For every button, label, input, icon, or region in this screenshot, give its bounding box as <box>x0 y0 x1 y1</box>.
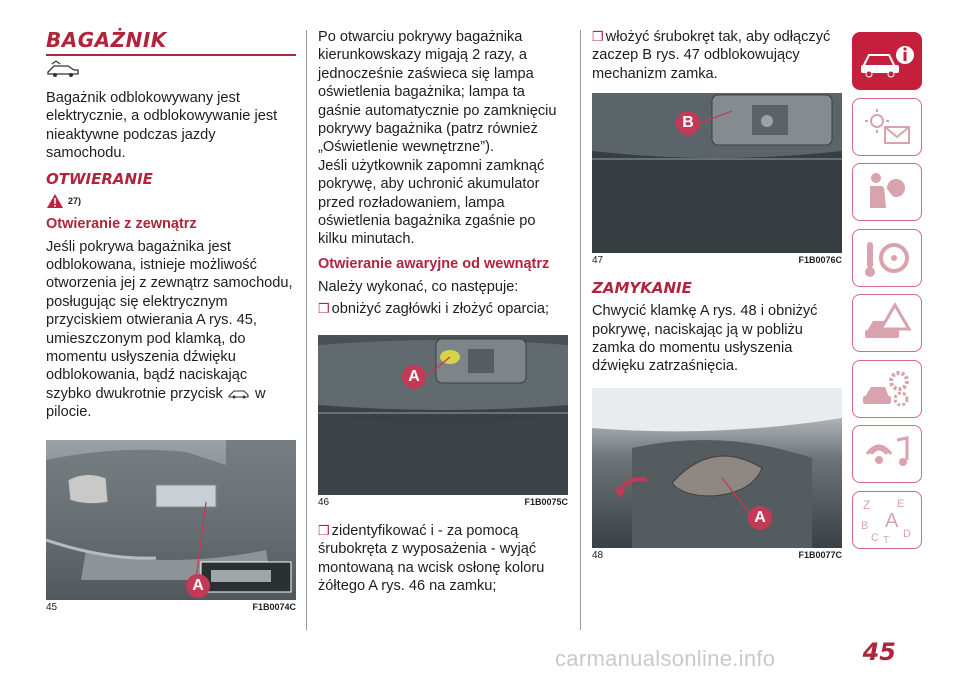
subheading-emergency: Otwieranie awaryjne od wewnątrz <box>318 255 550 272</box>
watermark: carmanualsonline.info <box>555 646 776 671</box>
column-divider-1 <box>306 30 307 630</box>
figure-46 <box>318 335 568 508</box>
title-divider <box>46 54 296 56</box>
tab-safety[interactable] <box>852 163 922 221</box>
page-title: BAGAŻNIK <box>46 28 167 52</box>
tab-index[interactable] <box>852 491 922 549</box>
para-2: Jeśli użytkownik zapomni zamknąć pokrywę, aby uchronić akumulator przed rozładowaniem, lampa oświetlenia bagażnika zgaśnie po kilku minutach. <box>318 157 545 248</box>
chapter-tabs <box>852 32 922 556</box>
figure-48-image <box>592 388 842 548</box>
figure-45-image <box>46 440 296 600</box>
tab-maintenance[interactable] <box>852 360 922 418</box>
intro-text: Bagażnik odblokowywany jest elektrycznie, a odblokowywanie jest nieaktywne podczas jazdy samochodu. <box>46 90 278 162</box>
index-icon <box>857 495 917 545</box>
warning-ref: 27) <box>68 195 82 206</box>
car-warning-triangle-icon <box>861 301 913 345</box>
para-3: Należy wykonać, co następuje: <box>318 278 519 295</box>
multimedia-icon <box>861 432 913 476</box>
figure-47-image <box>592 93 842 253</box>
remote-key-icon <box>227 387 251 399</box>
index-letter: Z <box>863 497 871 512</box>
lights-warning-icon <box>861 107 913 147</box>
step-2: ❒ zidentyfikować i - za pomocą śrubokręta z wyposażenia - wyjąć montowaną na wcisk osłonę koloru żółtego A rys. 46 na zamku; <box>318 522 545 594</box>
step-3: ❒ włożyć śrubokręt tak, aby odłączyć zaczep B rys. 47 odblokowujący mechanizm zamka. <box>592 29 831 82</box>
index-letter: D <box>903 527 911 540</box>
section-heading-opening: OTWIERANIE <box>46 169 153 188</box>
figure-47 <box>592 93 842 266</box>
figure-48 <box>592 388 842 561</box>
callout-a-fig45: A <box>186 574 210 598</box>
tab-multimedia[interactable] <box>852 425 922 483</box>
figure-48-caption: 48 F1B0077C <box>592 549 842 561</box>
tab-car-info[interactable] <box>852 32 922 90</box>
tab-emergency[interactable] <box>852 294 922 352</box>
index-letter: E <box>897 497 905 510</box>
section-heading-closing: ZAMYKANIE <box>592 279 692 298</box>
car-info-icon <box>859 43 915 79</box>
key-steering-icon <box>861 236 913 280</box>
closing-text: Chwycić klamkę A rys. 48 i obniżyć pokrywę, naciskając ją w pobliżu zamka do momentu usłyszenia dźwięku zatrzaśnięcia. <box>592 303 818 375</box>
subheading-outside: Otwieranie z zewnątrz <box>46 215 197 232</box>
callout-b-fig47: B <box>676 111 700 135</box>
figure-46-image <box>318 335 568 495</box>
car-gears-icon <box>861 367 913 411</box>
body-text: Jeśli pokrywa bagażnika jest odblokowana, istnieje możliwość otworzenia jej z zewnątrz samochodu, posługując się elektrycznym przyciskiem otwierania A rys. 45, umieszczonym pod klamką, do momentu usłyszenia dźwięku odblokowania, bądź naciskając szybko dwukrotnie przycisk w pilocie. <box>46 238 293 421</box>
index-letter: C <box>871 531 879 544</box>
index-letter: A <box>885 509 899 532</box>
index-letter: B <box>861 519 869 532</box>
callout-a-fig48: A <box>748 506 772 530</box>
index-letter: T <box>883 534 890 545</box>
figure-45 <box>46 440 296 613</box>
seatbelt-airbag-icon <box>862 170 912 214</box>
tab-starting-driving[interactable] <box>852 229 922 287</box>
column-1 <box>46 28 296 613</box>
figure-46-caption: 46 F1B0075C <box>318 496 568 508</box>
page-number: 45 <box>862 638 896 666</box>
figure-45-caption: 45 F1B0074C <box>46 601 296 613</box>
trunk-icon <box>46 60 296 83</box>
step-1: ❒ obniżyć zagłówki i złożyć oparcia; <box>318 301 550 318</box>
callout-a-fig46: A <box>402 365 426 389</box>
tab-lights-warnings[interactable] <box>852 98 922 156</box>
column-3 <box>592 28 842 561</box>
para-1: Po otwarciu pokrywy bagażnika kierunkowskazy migają 2 razy, a jednocześnie zaświeca się lampa oświetlenia bagażnika; lampa ta gaśnie automatycznie po zamknięciu pokrywy bagażnika (patrz również „Oświetlenie wewnętrzne”). <box>318 29 557 156</box>
warning-icon <box>46 193 64 209</box>
column-divider-2 <box>580 30 581 630</box>
figure-47-caption: 47 F1B0076C <box>592 255 842 267</box>
column-2 <box>318 28 568 595</box>
